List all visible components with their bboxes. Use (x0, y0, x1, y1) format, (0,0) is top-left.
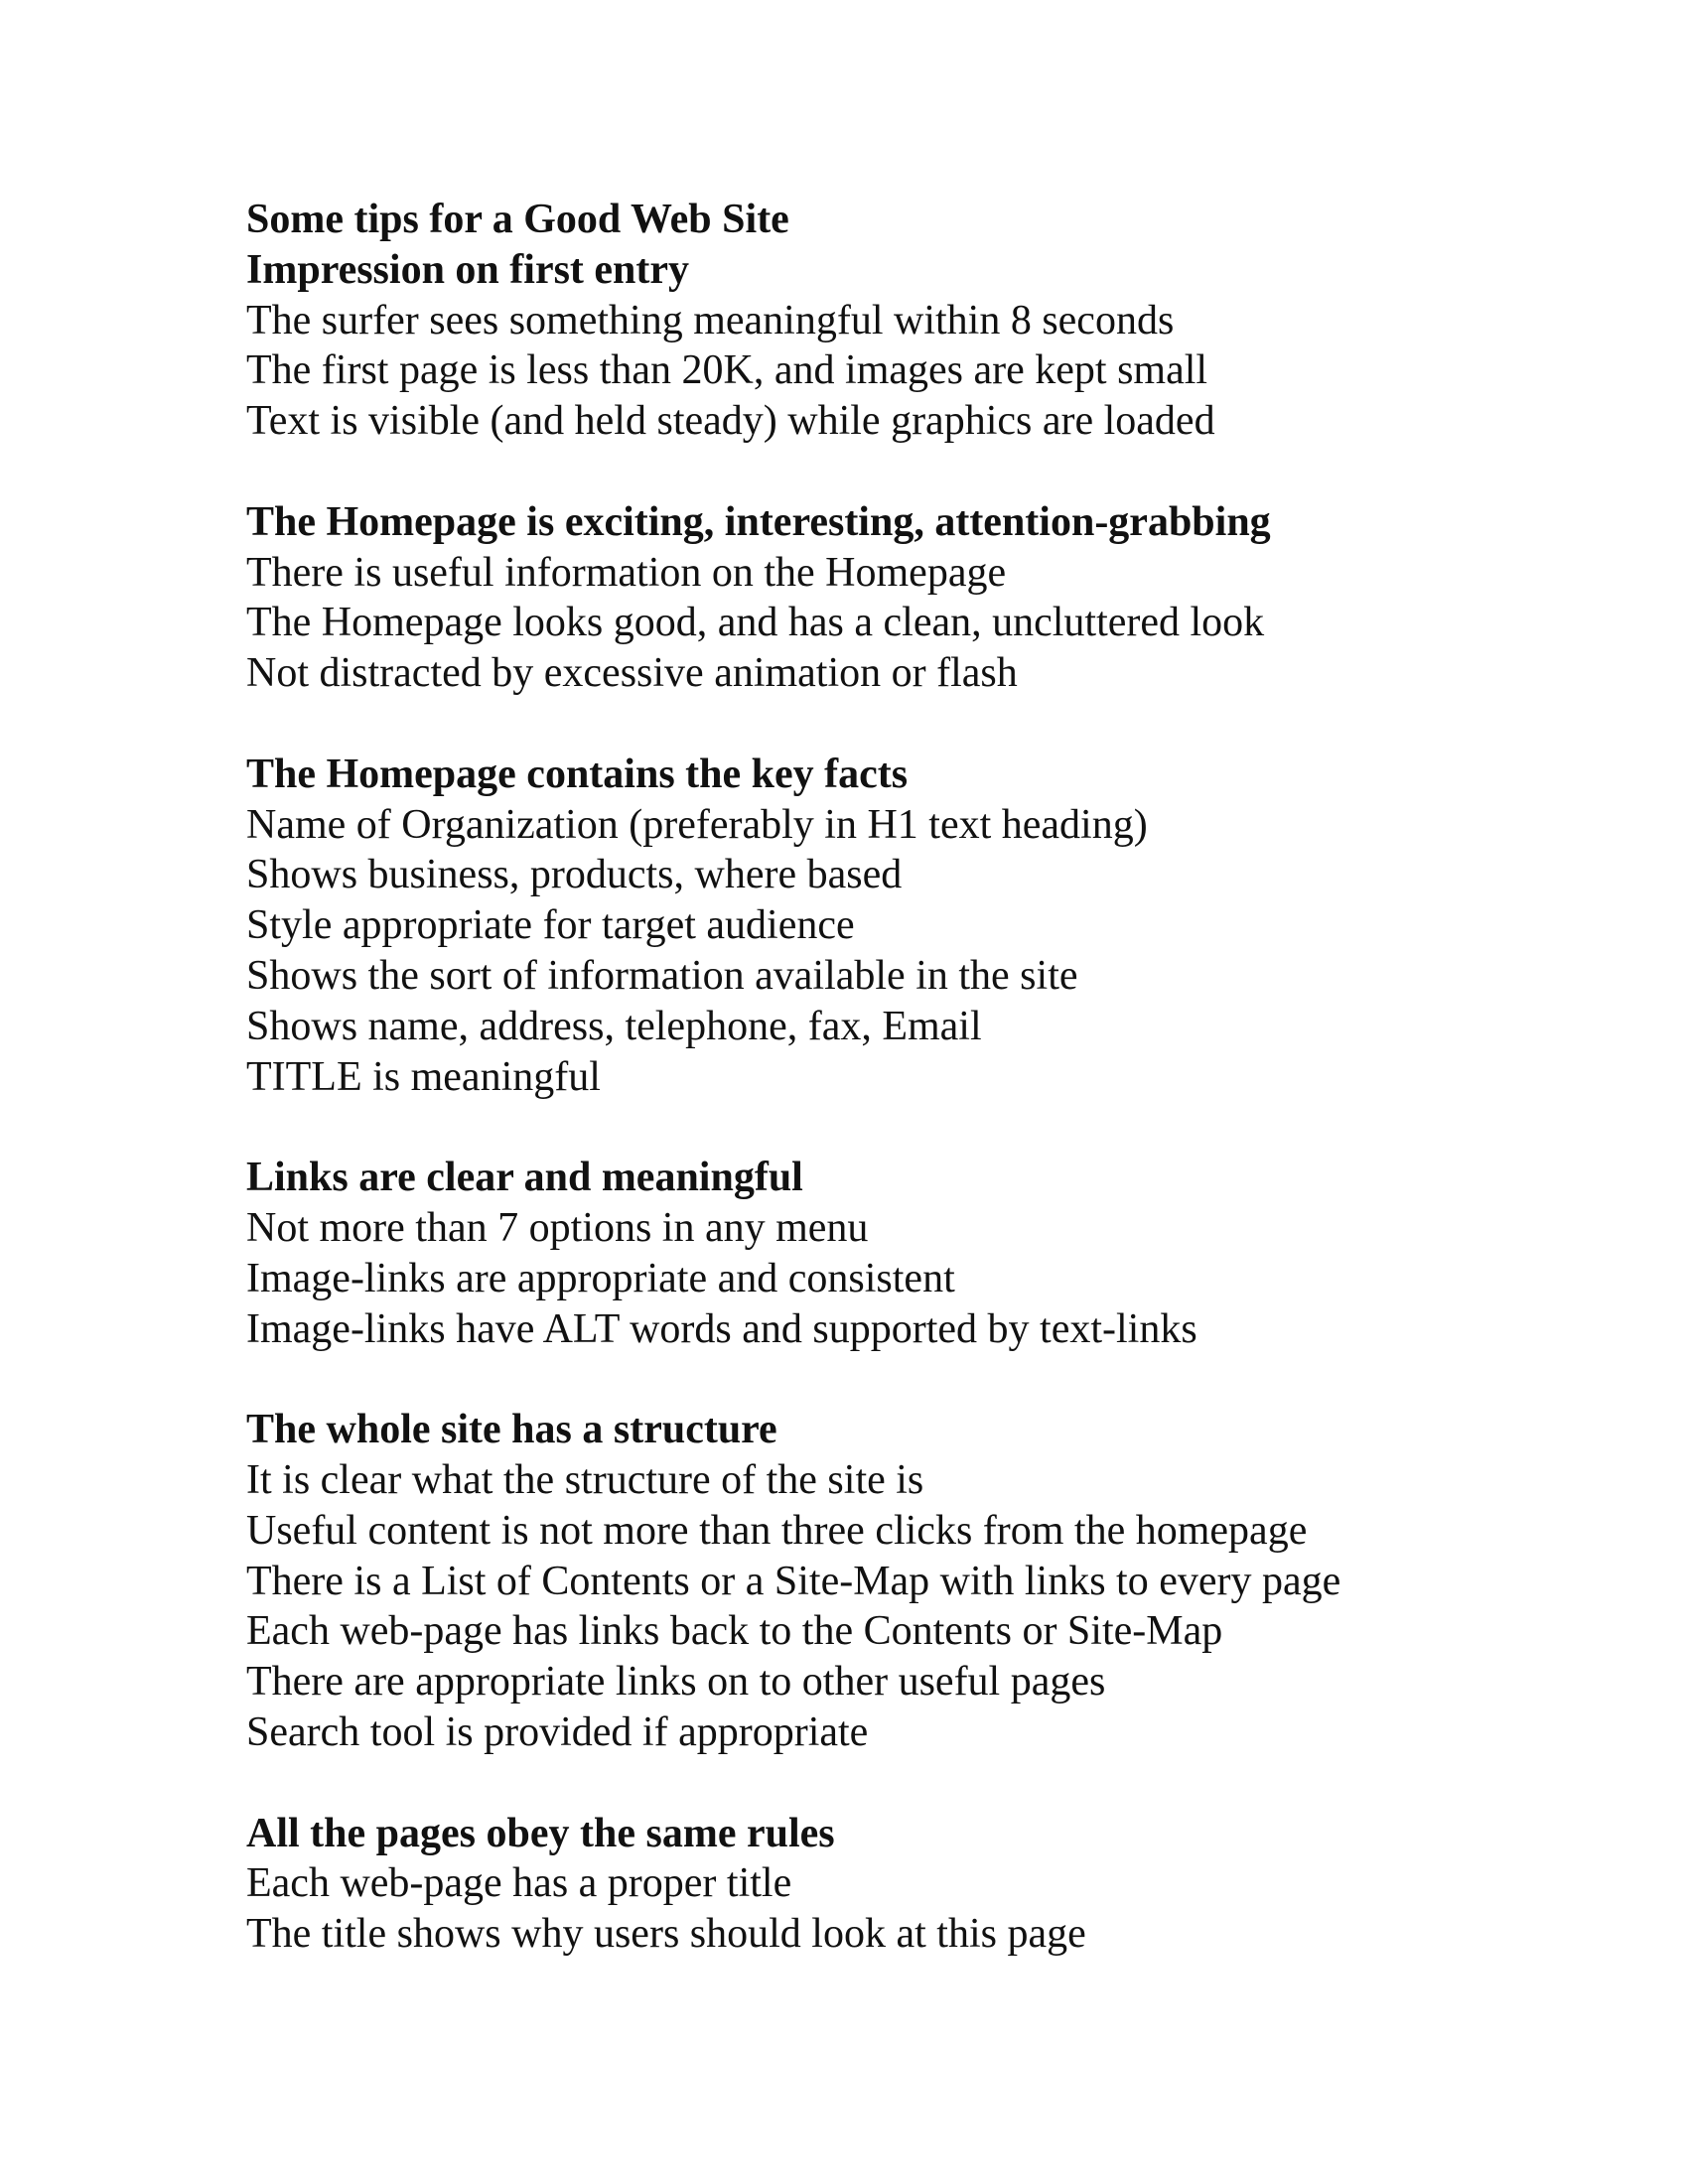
section-homepage-exciting (246, 497, 1537, 699)
section-heading: Links are clear and meaningful (246, 1155, 803, 1201)
list-item: Not more than 7 options in any menu (246, 1204, 869, 1251)
list-item: The surfer sees something meaningful within 8 seconds (246, 297, 1175, 343)
list-item: Image-links have ALT words and supported by text-links (246, 1305, 1197, 1352)
list-item: There is useful information on the Homepage (246, 549, 1007, 596)
list-item: Each web-page has a proper title (246, 1860, 792, 1907)
list-item: TITLE is meaningful (246, 1053, 601, 1100)
section-links (246, 1153, 1537, 1354)
document-title: Some tips for a Good Web Site (246, 197, 789, 242)
section-heading: The whole site has a structure (246, 1407, 777, 1453)
list-item: Style appropriate for target audience (246, 902, 855, 949)
list-item: Search tool is provided if appropriate (246, 1708, 869, 1755)
list-item: The first page is less than 20K, and images are kept small (246, 347, 1208, 394)
section-heading: The Homepage is exciting, interesting, attention-grabbing (246, 498, 1271, 545)
list-item: There is a List of Contents or a Site-Map with links to every page (246, 1558, 1341, 1604)
list-item: The Homepage looks good, and has a clean, uncluttered look (246, 600, 1265, 646)
list-item: Name of Organization (preferably in H1 text heading) (246, 801, 1148, 848)
list-item: The title shows why users should look at this page (246, 1911, 1086, 1958)
list-item: Image-links are appropriate and consistent (246, 1255, 955, 1301)
list-item: Not distracted by excessive animation or flash (246, 650, 1018, 697)
list-item: Shows business, products, where based (246, 852, 903, 898)
section-first-impression (246, 245, 1537, 447)
section-heading: Impression on first entry (246, 246, 690, 293)
list-item: Each web-page has links back to the Contents or Site-Map (246, 1608, 1223, 1655)
list-item: Useful content is not more than three clicks from the homepage (246, 1507, 1308, 1554)
list-item: Shows name, address, telephone, fax, Email (246, 1003, 982, 1049)
section-site-structure (246, 1405, 1537, 1758)
list-item: It is clear what the structure of the site is (246, 1456, 924, 1503)
section-homepage-key-facts (246, 750, 1537, 1103)
section-heading: All the pages obey the same rules (246, 1810, 835, 1856)
document-page (246, 195, 1537, 1960)
list-item: Shows the sort of information available in the site (246, 952, 1078, 999)
section-same-rules (246, 1809, 1537, 1960)
list-item: There are appropriate links on to other useful pages (246, 1659, 1106, 1706)
list-item: Text is visible (and held steady) while graphics are loaded (246, 398, 1215, 445)
section-heading: The Homepage contains the key facts (246, 751, 909, 797)
